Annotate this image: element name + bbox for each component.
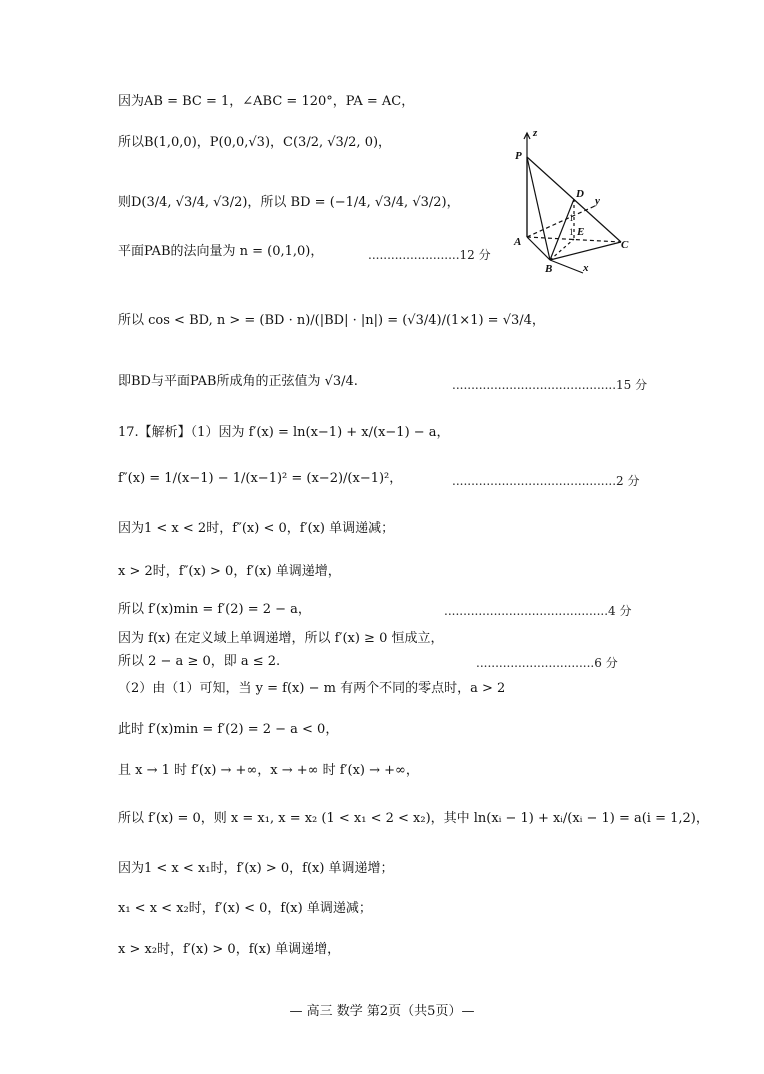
- text-line-19: x₁ < x < x₂时，f′(x) < 0，f(x) 单调递减；: [118, 901, 372, 916]
- label-A: A: [514, 236, 522, 248]
- edge-AB: [527, 237, 550, 260]
- label-P: P: [515, 150, 522, 162]
- score-15: ...........................................15 分: [452, 378, 648, 392]
- text-line-10: x > 2时，f″(x) > 0，f′(x) 单调递增，: [118, 564, 341, 579]
- text-line-11: 所以 f′(x)min = f′(2) = 2 − a，: [118, 602, 311, 617]
- text-line-17: 所以 f′(x) = 0，则 x = x₁, x = x₂ (1 < x₁ < 2 < x₂)，其中 ln(xᵢ − 1) + xᵢ/(xᵢ − 1) = a(i = 1,2)，: [118, 811, 709, 826]
- text-line-3: 则D(3/4, √3/4, √3/2)，所以 BD = (−1/4, √3/4, √3/2)，: [118, 195, 460, 210]
- text-line-20: x > x₂时，f′(x) > 0，f(x) 单调递增，: [118, 942, 341, 957]
- label-B: B: [545, 263, 553, 275]
- edge-PB: [527, 157, 550, 260]
- text-line-8: f″(x) = 1/(x−1) − 1/(x−1)² = (x−2)/(x−1)²，: [118, 471, 403, 486]
- page-footer: — 高三 数学 第2页（共5页）—: [289, 1004, 475, 1019]
- label-D: D: [576, 188, 584, 200]
- label-x: x: [583, 262, 589, 274]
- text-line-4: 平面PAB的法向量为 n = (0,1,0)，: [118, 244, 324, 259]
- score-2: ...........................................2 分: [452, 474, 640, 488]
- label-one-1: 1: [569, 213, 574, 223]
- text-line-2: 所以B(1,0,0)，P(0,0,√3)，C(3/2, √3/2, 0)，: [118, 135, 392, 150]
- text-line-15: 此时 f′(x)min = f′(2) = 2 − a < 0，: [118, 722, 339, 737]
- score-4: ...........................................4 分: [444, 604, 632, 618]
- text-line-13: 所以 2 − a ≥ 0，即 a ≤ 2.: [118, 654, 281, 669]
- label-one-2: 1: [569, 227, 574, 237]
- y-axis: [527, 205, 597, 237]
- text-line-16: 且 x → 1 时 f′(x) → +∞，x → +∞ 时 f′(x) → +∞，: [118, 763, 419, 778]
- score-12: ........................12 分: [368, 248, 491, 262]
- label-y: y: [595, 195, 600, 207]
- label-z: z: [533, 127, 538, 139]
- pyramid-figure: [505, 125, 635, 280]
- score-6: ...............................6 分: [476, 656, 618, 670]
- text-line-14: （2）由（1）可知，当 y = f(x) − m 有两个不同的零点时，a > 2: [118, 681, 506, 696]
- text-line-18: 因为1 < x < x₁时，f′(x) > 0，f(x) 单调递增；: [118, 861, 394, 876]
- text-line-9: 因为1 < x < 2时，f″(x) < 0，f′(x) 单调递减；: [118, 521, 395, 536]
- text-line-6: 即BD与平面PAB所成角的正弦值为 √3/4.: [118, 374, 358, 389]
- text-line-1: 因为AB = BC = 1，∠ABC = 120°，PA = AC，: [118, 94, 415, 109]
- text-line-5: 所以 cos < BD, n > = (BD · n)/(|BD| · |n|) = (√3/4)/(1×1) = √3/4，: [118, 313, 545, 328]
- label-E: E: [577, 226, 585, 238]
- x-axis: [550, 260, 583, 273]
- label-C: C: [621, 239, 629, 251]
- text-line-12: 因为 f(x) 在定义域上单调递增，所以 f′(x) ≥ 0 恒成立，: [118, 631, 444, 646]
- text-line-7: 17.【解析】（1）因为 f′(x) = ln(x−1) + x/(x−1) − a，: [118, 425, 450, 440]
